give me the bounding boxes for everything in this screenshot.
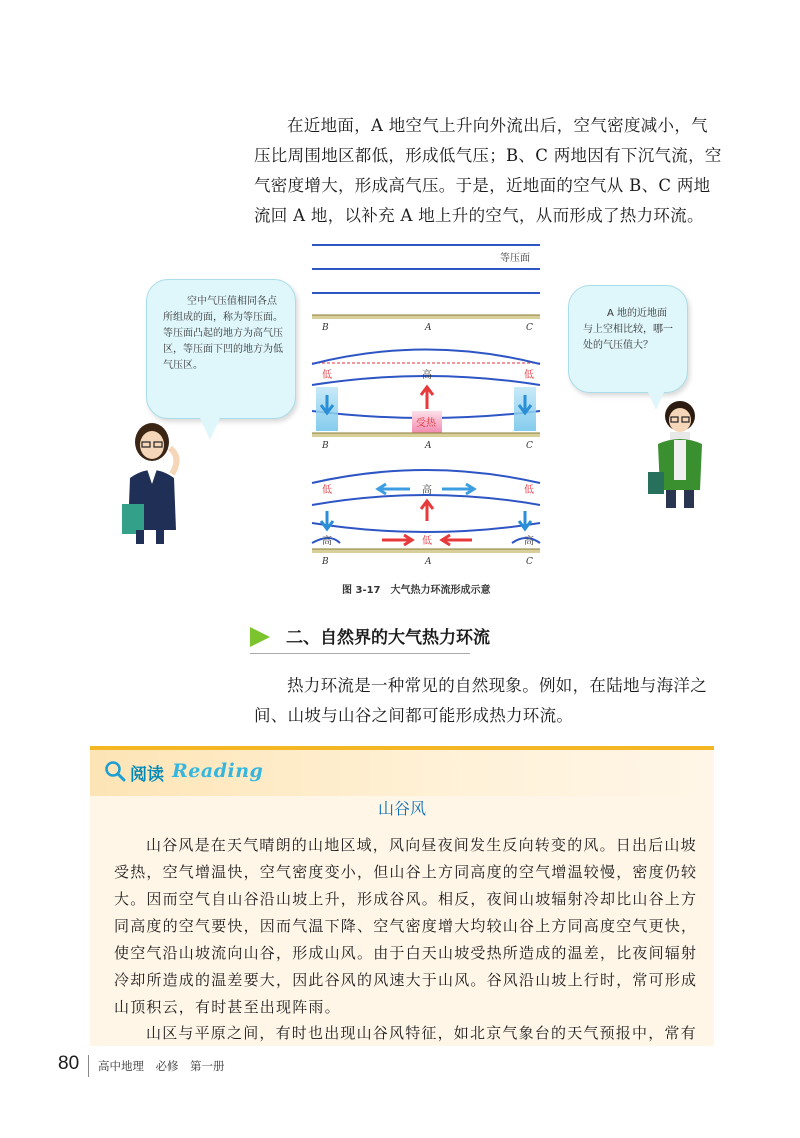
point-c-label: C bbox=[526, 323, 533, 333]
up-arrow-a bbox=[421, 387, 433, 409]
speech-bubble-right bbox=[568, 285, 688, 393]
footer-divider bbox=[88, 1055, 89, 1077]
body-paragraph-1: 在近地面，A 地空气上升向外流出后，空气密度减小，气压比周围地区都低，形成低气压；B、C 两地因有下沉气流，空气密度增大，形成高气压。于是，近地面的空气从 B、C 两地流回 A 地，以补充 A 地上升的空气，从而形成了热力环流。 bbox=[254, 116, 722, 225]
left-arrow-lower bbox=[442, 535, 472, 545]
teacher-illustration bbox=[112, 418, 192, 546]
figure-svg bbox=[300, 235, 560, 570]
high-label: 高 bbox=[524, 536, 534, 547]
reading-paragraph-2: 山区与平原之间，有时也出现山谷风特征，如北京气象台的天气预报中，常有 bbox=[146, 1024, 697, 1042]
section-underline bbox=[250, 653, 470, 654]
low-label: 低 bbox=[322, 485, 332, 496]
isobar-curve-up bbox=[312, 470, 540, 483]
isobar-label: 等压面 bbox=[500, 253, 530, 264]
magnifier-icon bbox=[104, 760, 126, 782]
low-label: 低 bbox=[422, 536, 432, 547]
bubble-right-text: A 地的近地面与上空相比较，哪一处的气压值大？ bbox=[583, 308, 673, 351]
section-heading bbox=[250, 623, 710, 653]
low-label: 低 bbox=[524, 485, 534, 496]
point-a-label: A bbox=[425, 441, 432, 451]
right-arrow-upper bbox=[442, 484, 474, 494]
heated-label: 受热 bbox=[416, 418, 436, 429]
isobar-curve-up bbox=[312, 350, 540, 365]
low-label: 低 bbox=[524, 370, 534, 381]
low-label: 低 bbox=[322, 370, 332, 381]
section-title: 二、自然界的大气热力环流 bbox=[286, 628, 490, 648]
footer-book-title: 高中地理 必修 第一册 bbox=[98, 1059, 225, 1073]
reading-paragraph-1: 山谷风是在天气晴朗的山地区域，风向昼夜间发生反向转变的风。日出后山坡受热，空气增温快，空气密度变小，但山谷上方同高度的空气增温较慢，密度仍较大。因而空气自山谷沿山坡上升，形成谷风。相反，夜间山坡辐射冷却比山谷上方同高度的空气要快，因而气温下降、空气密度增大均较山谷上方同高度空气更快，使空气沿山坡流向山谷，形成山风。由于白天山坡受热所造成的温差，比夜间辐射冷却所造成的温差要大，因此谷风的风速大于山风。谷风沿山坡上行时，常可形成山顶积云，有时甚至出现阵雨。 bbox=[114, 836, 698, 1016]
page-number: 80 bbox=[58, 1053, 80, 1074]
point-b-label: B bbox=[322, 323, 329, 333]
isobar-curve-down bbox=[312, 523, 540, 532]
point-a-label: A bbox=[425, 323, 432, 333]
reading-label-en: Reading bbox=[172, 760, 264, 782]
point-b-label: B bbox=[322, 441, 329, 451]
reading-label: 阅读 bbox=[130, 765, 164, 785]
speech-bubble-left bbox=[146, 279, 296, 419]
body-paragraph-2: 热力环流是一种常见的自然现象。例如，在陆地与海洋之间、山坡与山谷之间都可能形成热力环流。 bbox=[254, 676, 707, 725]
ground-strip bbox=[312, 315, 540, 319]
figure-caption: 图 3-17 大气热力环流形成示意 bbox=[342, 585, 491, 596]
right-arrow-lower bbox=[382, 535, 412, 545]
thermal-circulation-figure bbox=[300, 235, 560, 570]
point-c-label: C bbox=[526, 557, 533, 567]
reading-box bbox=[90, 746, 714, 1046]
point-b-label: B bbox=[322, 557, 329, 567]
play-triangle-icon bbox=[250, 627, 270, 647]
point-a-label: A bbox=[425, 557, 432, 567]
reading-title: 山谷风 bbox=[377, 799, 426, 818]
up-arrow-a bbox=[421, 501, 433, 521]
bubble-left-text: 空中气压值相同各点所组成的面，称为等压面。等压面凸起的地方为高气压区，等压面下凹的地方为低气压区。 bbox=[163, 296, 283, 371]
high-label: 高 bbox=[322, 536, 332, 547]
high-label: 高 bbox=[422, 370, 432, 381]
student-illustration bbox=[640, 398, 720, 510]
left-arrow-upper bbox=[378, 484, 410, 494]
point-c-label: C bbox=[526, 441, 533, 451]
speech-bubble-tail bbox=[200, 418, 220, 440]
high-label: 高 bbox=[422, 485, 432, 496]
